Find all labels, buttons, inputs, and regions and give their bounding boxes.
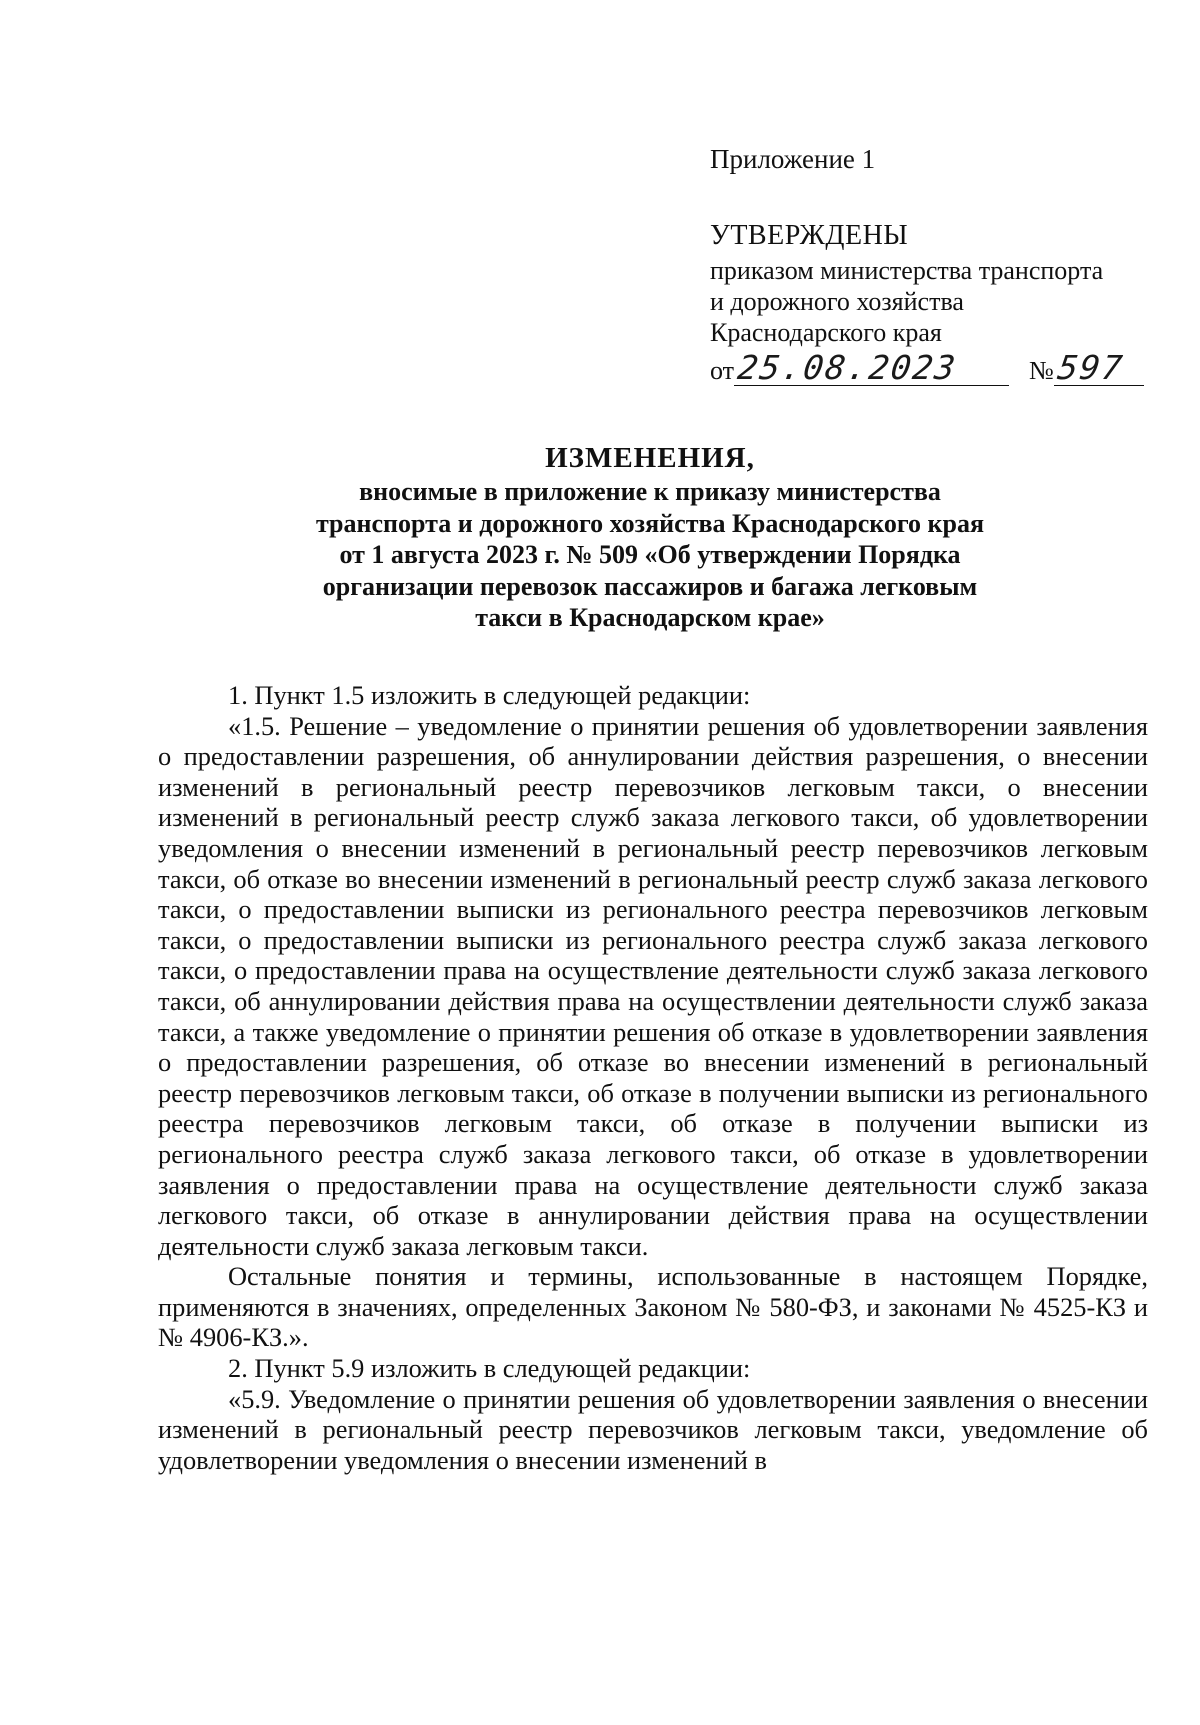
document-subtitle-line-1: вносимые в приложение к приказу министерства xyxy=(359,477,941,506)
document-title-block xyxy=(150,440,1150,634)
document-subtitle-line-4: организации перевозок пассажиров и багажа легковым xyxy=(322,571,978,601)
order-date-number-line xyxy=(710,350,1170,386)
document-subtitle-line-3: от 1 августа 2023 г. № 509 «Об утверждении Порядка xyxy=(339,540,961,569)
paragraph-item-2: 2. Пункт 5.9 изложить в следующей редакции: xyxy=(228,1353,751,1384)
handwritten-order-date: 25.08.2023 xyxy=(735,348,960,387)
paragraph-item-1: 1. Пункт 1.5 изложить в следующей редакции: xyxy=(228,680,751,710)
order-date-field xyxy=(734,348,1009,387)
document-title: ИЗМЕНЕНИЯ, xyxy=(545,442,755,474)
date-prefix: от xyxy=(710,356,735,385)
approval-header xyxy=(710,143,1170,386)
paragraph-terms: Остальные понятия и термины, использованные в настоящем Порядке, применяются в значениях, определенных Законом № 580-ФЗ, и законами № 4525-КЗ и № 4906-КЗ.». xyxy=(158,1261,1148,1353)
handwritten-order-number: 597 xyxy=(1055,348,1127,387)
paragraph-clause-5-9: «5.9. Уведомление о принятии решения об удовлетворении заявления о внесении изменений в региональный реестр перевозчиков легковым такси, уведомление об удовлетворении уведомления о внесении изменений в xyxy=(158,1383,1148,1475)
document-subtitle-line-2: транспорта и дорожного хозяйства Краснодарского края xyxy=(315,508,985,538)
approved-heading: УТВЕРЖДЕНЫ xyxy=(710,220,909,251)
appendix-label: Приложение 1 xyxy=(710,144,876,174)
document-body xyxy=(158,680,1148,1475)
approved-by-line-1: приказом министерства транспорта xyxy=(710,256,1104,285)
number-prefix: № xyxy=(1029,356,1054,385)
approved-by-line-2: и дорожного хозяйства xyxy=(710,287,964,316)
document-subtitle-line-5: такси в Краснодарском крае» xyxy=(475,603,825,632)
approved-by-line-3: Краснодарского края xyxy=(710,318,942,347)
paragraph-clause-1-5: «1.5. Решение – уведомление о принятии решения об удовлетворении заявления о предоставлении разрешения, об аннулировании действия разрешения, о внесении изменений в региональный реестр перевозчиков легковым такси, о внесении изменений в региональный реестр служб заказа легкового такси, об удовлетворении уведомления о внесении изменений в региональный реестр перевозчиков легковым такси, об отказе во внесении изменений в региональный реестр служб заказа легкового такси, о предоставлении выписки из регионального реестра перевозчиков легковым такси, о предоставлении выписки из регионального реестра служб заказа легкового такси, о предоставлении права на осуществление деятельности служб заказа легкового такси, об аннулировании действия права на осуществлении деятельности служб заказа такси, а также уведомление о принятии решения об отказе в удовлетворении заявления о предоставлении разрешения, об отказе во внесении изменений в региональный реестр перевозчиков легковым такси, об отказе в получении выписки из регионального реестра перевозчиков легковым такси, об отказе в получении выписки из регионального реестра служб заказа легкового такси, об отказе в удовлетворении заявления о предоставлении права на осуществление деятельности служб заказа легкового такси, об отказе в аннулировании действия права на осуществлении деятельности служб заказа легковым такси. xyxy=(158,710,1148,1261)
order-number-field xyxy=(1054,348,1144,387)
